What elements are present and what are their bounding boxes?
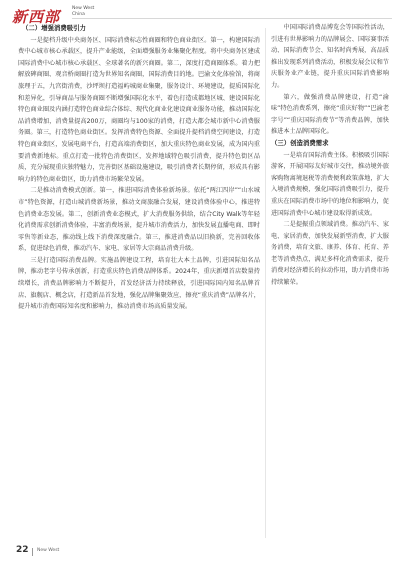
column-divider	[265, 28, 266, 538]
section-heading-2-text: （二）增强消费吸引力	[22, 24, 86, 32]
logo-en-line-1: New West	[72, 6, 95, 11]
left-column	[18, 22, 260, 313]
footer-separator	[32, 548, 33, 556]
paragraph: 第六，做强消费品牌建设，打造“渝味”特色消费系列，擦亮“重庆好物”“巴渝老字号”“重庆国际消费节”等消费品牌，加快推进本土品牌国际化。	[271, 93, 390, 136]
logo-en-line-2: China	[72, 11, 85, 17]
paragraph: 二是提振重点领域消费。推动汽车、家电、家居消费，加快发展新型消费，扩大服务消费，培育文旅、康养、体育、托育、养老等消费热点，满足多样化消费需求，提升消费对经济增长的拉动作用，助力消费市场持续繁荣。	[271, 221, 389, 287]
section-heading-3: （三）创造消费需求	[271, 138, 329, 147]
paragraph: 一是培育国际消费主体。积极吸引国际游客，开展国际友好城市交往，推动境外旅客购物离境退税等消费便利政策落地，扩大入境消费规模，强化国际消费吸引力，提升重庆在国际消费市场中的地位和影响力，促进国际消费中心城市建设取得新成效。	[271, 151, 389, 217]
page-number: 22	[16, 545, 29, 555]
paragraph: 一是提档升级中央商务区、国际消费标志性商圈和特色商业街区。第一，构建国际消费中心城市核心承载区，提升产业能级，全面增强服务业集聚化程度。将中央商务区建成国际消费中心城市核心承载区、全球著名的新兴商圈。第二，深度打造商圈体系。着力把解放碑商圈、观音桥商圈打造为世界知名商圈，国际消费目的地。巴渝文化体验馆，将商旅理于五，九宫街消费，沙坪坝打造福屿城商业集聚，服务设计、环境建设，提质国际化和差异化，引导商品与服务商圈不断增强国际化水平，着色打造成都地区城、建设国际化特色商业圈及内涵打造特色商业综合体综、现代化商业化建设商业服务功能，推动国际化品消费增加，消费量提高200万，商圈均与100家的消费，打造大都会城市新中心消费服务圈。第三，打造特色商业街区。发挥消费特色资源、全面提升提档消费空间建设，打造特色商业街区，发展电商平台，打造高端消费街区，加大重庆特色商业发展，成为国内重要消费新地标。重点打造一批特色消费街区，发挥地域特色吸引消费，提升特色街区品质，充分展现重庆独特魅力，完善街区基础设施建设，吸引消费者长期停留，形成具有影响力的特色商业街区，助力消费市场繁荣发展。	[18, 36, 260, 183]
section-heading-2	[18, 22, 260, 35]
right-column	[271, 22, 389, 289]
paragraph: 中国国际消费品博览会等国际性活动，引进有世界影响力的品牌展会、国际赛事活动、国际消费节会、知名时尚秀展，高品质推出发现系列消费活动，积极发展会议和节庆服务业产业链，提升重庆国际消费影响力。	[271, 24, 389, 89]
magazine-logo-english	[72, 6, 94, 17]
publication-name: New West	[37, 548, 60, 553]
paragraph: 二是推动消费模式创新。第一，推进国际消费体验新场景。依托“两江四岸”“山水城市”特色资源，打造山城消费新场景，推动文商旅融合发展，建设消费体验中心，推进特色消费业态发展。第二，创新消费业态模式，扩大消费服务供给，结合City Walk等年轻化消费需求创新消费体验，丰富消费场景，提升城市消费活力，加快发展直播电商、即时零售等新业态，推动线上线下消费深度融合。第三，推进消费品以旧换新，完善回收体系，促进绿色消费，推动汽车、家电、家居等大宗商品消费升级。	[18, 187, 260, 253]
header-rule	[72, 18, 392, 19]
page-header	[0, 0, 402, 24]
magazine-logo: 新西部	[12, 8, 61, 26]
paragraph: 三是打造国际消费品牌。实施品牌建设工程，培育壮大本土品牌，引进国际知名品牌，推动老字号传承创新，打造重庆特色消费品牌体系。2024年，重庆新增首店数量持续增长，消费品牌影响力不断提升，首发经济活力持续释放，引进国际国内知名品牌首店、旗舰店、概念店，打造新品首发地，强化品牌集聚效应，擦亮“重庆消费”品牌名片，提升城市消费国际知名度和影响力，推动消费市场高质量发展。	[18, 256, 260, 311]
